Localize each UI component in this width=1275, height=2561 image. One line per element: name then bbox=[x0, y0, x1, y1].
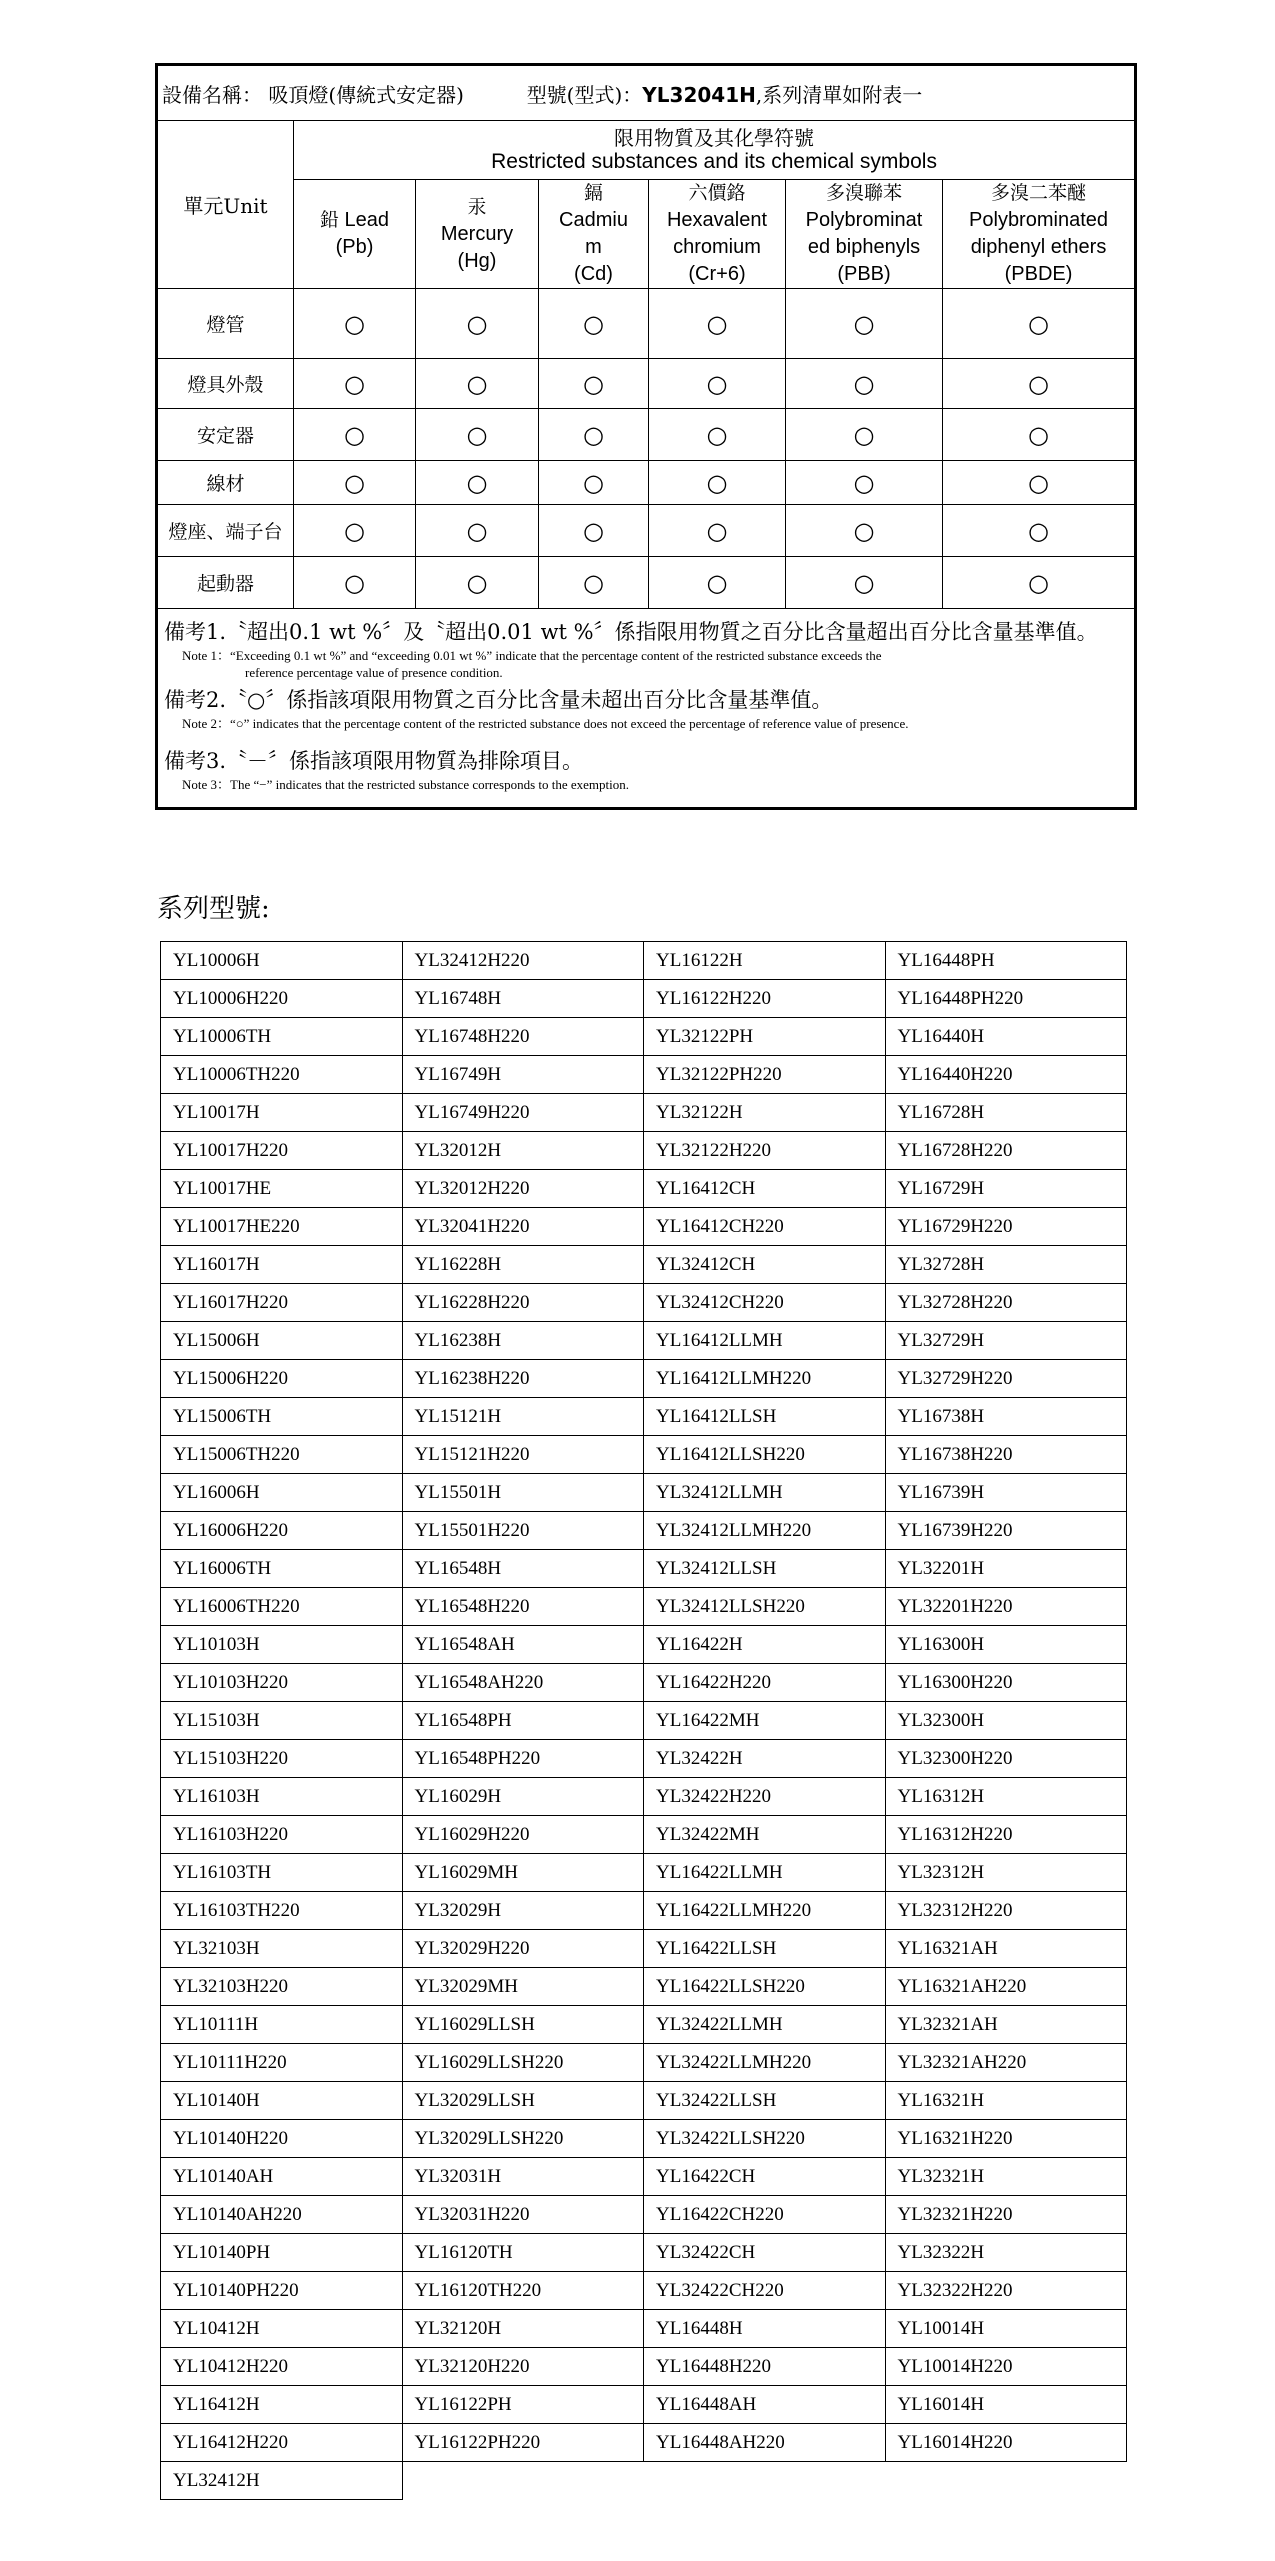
model-cell: YL32103H bbox=[161, 1930, 403, 1968]
rohs-body bbox=[157, 289, 1136, 609]
notes bbox=[157, 609, 1136, 809]
model-cell: YL32412LLMH bbox=[644, 1474, 886, 1512]
model-cell: YL16729H bbox=[885, 1170, 1127, 1208]
model-cell: YL16321AH220 bbox=[885, 1968, 1127, 2006]
model-cell: YL16017H220 bbox=[161, 1284, 403, 1322]
restricted-title-zh: 限用物質及其化學符號 bbox=[614, 126, 815, 150]
series-title: 系列型號: bbox=[157, 894, 270, 924]
model-row bbox=[161, 1436, 1127, 1474]
model-cell: YL10140H bbox=[161, 2082, 403, 2120]
model-cell: YL16749H220 bbox=[402, 1094, 644, 1132]
model-row bbox=[161, 1360, 1127, 1398]
compliance-mark: ○ bbox=[649, 557, 786, 609]
model-cell: YL16412H bbox=[161, 2386, 403, 2424]
model-cell: YL16440H bbox=[885, 1018, 1127, 1056]
device-name-value: 吸頂燈(傳統式安定器) bbox=[268, 82, 464, 107]
model-cell: YL15501H220 bbox=[402, 1512, 644, 1550]
model-row bbox=[161, 1968, 1127, 2006]
model-row bbox=[161, 2348, 1127, 2386]
compliance-mark: ○ bbox=[649, 505, 786, 557]
model-cell: YL15006H bbox=[161, 1322, 403, 1360]
model-cell: YL32103H220 bbox=[161, 1968, 403, 2006]
model-row bbox=[161, 1018, 1127, 1056]
note-1-en: Note 1：“Exceeding 0.1 wt %” and “exceeding 0.01 wt %” indicate that the percentage content of the restricted substance exceeds the reference percentage value of presence condition. bbox=[182, 648, 882, 680]
compliance-mark: ○ bbox=[943, 557, 1136, 609]
compliance-mark: ○ bbox=[649, 289, 786, 359]
compliance-mark: ○ bbox=[786, 461, 943, 505]
model-cell: YL32122PH220 bbox=[644, 1056, 886, 1094]
model-cell: YL10017H bbox=[161, 1094, 403, 1132]
model-cell: YL32422LLSH bbox=[644, 2082, 886, 2120]
substance-header-row bbox=[157, 180, 1136, 289]
model-cell: YL32412CH bbox=[644, 1246, 886, 1284]
model-cell: YL10006TH bbox=[161, 1018, 403, 1056]
model-cell: YL16029MH bbox=[402, 1854, 644, 1892]
model-cell: YL16014H220 bbox=[885, 2424, 1127, 2462]
model-cell: YL32029MH bbox=[402, 1968, 644, 2006]
model-cell: YL16422H220 bbox=[644, 1664, 886, 1702]
compliance-mark: ○ bbox=[416, 557, 539, 609]
model-cell: YL16006TH220 bbox=[161, 1588, 403, 1626]
model-cell: YL16029LLSH220 bbox=[402, 2044, 644, 2082]
model-label: 型號(型式)： bbox=[526, 82, 643, 107]
model-row bbox=[161, 1664, 1127, 1702]
model-cell: YL16103H220 bbox=[161, 1816, 403, 1854]
model-cell: YL10103H220 bbox=[161, 1664, 403, 1702]
model-cell: YL32422LLSH220 bbox=[644, 2120, 886, 2158]
component-name: 起動器 bbox=[157, 557, 294, 609]
model-cell: YL32412H bbox=[161, 2462, 403, 2500]
unit-header: 單元Unit bbox=[157, 121, 294, 289]
model-cell: YL16321H220 bbox=[885, 2120, 1127, 2158]
note-2-zh: 備考2.〝○〞係指該項限用物質之百分比含量未超出百分比含量基準值。 bbox=[164, 688, 833, 712]
compliance-mark: ○ bbox=[416, 359, 539, 409]
model-cell: YL32120H bbox=[402, 2310, 644, 2348]
compliance-mark: ○ bbox=[416, 505, 539, 557]
model-cell: YL16312H bbox=[885, 1778, 1127, 1816]
compliance-mark: ○ bbox=[943, 461, 1136, 505]
model-cell: YL16238H bbox=[402, 1322, 644, 1360]
compliance-mark: ○ bbox=[943, 505, 1136, 557]
model-row bbox=[161, 2006, 1127, 2044]
model-cell: YL15121H220 bbox=[402, 1436, 644, 1474]
model-cell: YL32321H bbox=[885, 2158, 1127, 2196]
model-row bbox=[161, 1474, 1127, 1512]
model-cell: YL16029LLSH bbox=[402, 2006, 644, 2044]
compliance-mark: ○ bbox=[943, 289, 1136, 359]
model-cell: YL16412CH bbox=[644, 1170, 886, 1208]
model-cell: YL16122H220 bbox=[644, 980, 886, 1018]
model-row bbox=[161, 1588, 1127, 1626]
model-cell: YL16738H220 bbox=[885, 1436, 1127, 1474]
model-cell: YL10006H bbox=[161, 942, 403, 980]
model-row bbox=[161, 1740, 1127, 1778]
model-cell: YL15006TH bbox=[161, 1398, 403, 1436]
compliance-mark: ○ bbox=[539, 557, 649, 609]
model-row bbox=[161, 2082, 1127, 2120]
model-row bbox=[161, 1816, 1127, 1854]
model-cell: YL32312H bbox=[885, 1854, 1127, 1892]
model-cell: YL16321AH bbox=[885, 1930, 1127, 1968]
model-row bbox=[161, 2272, 1127, 2310]
model-cell: YL32422CH bbox=[644, 2234, 886, 2272]
model-cell: YL15103H bbox=[161, 1702, 403, 1740]
model-cell: YL16739H220 bbox=[885, 1512, 1127, 1550]
model-cell: YL16122PH220 bbox=[402, 2424, 644, 2462]
model-cell: YL16412LLMH220 bbox=[644, 1360, 886, 1398]
model-cell: YL16440H220 bbox=[885, 1056, 1127, 1094]
rohs-row bbox=[157, 557, 1136, 609]
restricted-substances-header bbox=[294, 121, 1136, 180]
model-cell: YL16412LLSH220 bbox=[644, 1436, 886, 1474]
model-cell: YL16448H220 bbox=[644, 2348, 886, 2386]
model-cell: YL16422LLSH bbox=[644, 1930, 886, 1968]
component-name: 燈管 bbox=[157, 289, 294, 359]
rohs-row bbox=[157, 289, 1136, 359]
model-cell: YL32031H220 bbox=[402, 2196, 644, 2234]
model-cell: YL10140PH bbox=[161, 2234, 403, 2272]
model-cell: YL32422LLMH bbox=[644, 2006, 886, 2044]
model-row bbox=[161, 1892, 1127, 1930]
model-cell: YL15006TH220 bbox=[161, 1436, 403, 1474]
model-cell: YL16548H220 bbox=[402, 1588, 644, 1626]
model-cell: YL32322H bbox=[885, 2234, 1127, 2272]
model-cell: YL16739H bbox=[885, 1474, 1127, 1512]
compliance-mark: ○ bbox=[416, 461, 539, 505]
model-cell: YL16422H bbox=[644, 1626, 886, 1664]
model-cell: YL10140AH bbox=[161, 2158, 403, 2196]
model-cell: YL16422LLMH220 bbox=[644, 1892, 886, 1930]
compliance-mark: ○ bbox=[294, 505, 416, 557]
model-cell: YL16448PH220 bbox=[885, 980, 1127, 1018]
model-row bbox=[161, 1778, 1127, 1816]
compliance-mark: ○ bbox=[416, 409, 539, 461]
model-cell: YL16412H220 bbox=[161, 2424, 403, 2462]
device-name-label: 設備名稱： bbox=[162, 82, 262, 107]
model-row bbox=[161, 2386, 1127, 2424]
model-cell: YL16748H bbox=[402, 980, 644, 1018]
compliance-mark: ○ bbox=[416, 289, 539, 359]
model-cell: YL32412LLSH bbox=[644, 1550, 886, 1588]
model-row bbox=[161, 1854, 1127, 1892]
model-row bbox=[161, 2120, 1127, 2158]
model-cell: YL16548AH220 bbox=[402, 1664, 644, 1702]
model-row bbox=[161, 1094, 1127, 1132]
compliance-mark: ○ bbox=[786, 289, 943, 359]
model-cell: YL16548PH bbox=[402, 1702, 644, 1740]
model-cell bbox=[644, 2462, 886, 2500]
model-cell: YL16006H bbox=[161, 1474, 403, 1512]
model-cell: YL16448H bbox=[644, 2310, 886, 2348]
compliance-mark: ○ bbox=[294, 557, 416, 609]
model-cell: YL32201H bbox=[885, 1550, 1127, 1588]
substance-mercury: 汞 Mercury (Hg) bbox=[416, 180, 539, 289]
model-row bbox=[161, 1512, 1127, 1550]
model-cell: YL16103H bbox=[161, 1778, 403, 1816]
model-cell: YL16412CH220 bbox=[644, 1208, 886, 1246]
compliance-mark: ○ bbox=[649, 359, 786, 409]
substance-pbb: 多溴聯苯 Polybrominat ed biphenyls (PBB) bbox=[786, 180, 943, 289]
compliance-mark: ○ bbox=[294, 461, 416, 505]
note-3-en: Note 3：The “−” indicates that the restricted substance corresponds to the exemption. bbox=[182, 777, 630, 792]
model-cell: YL16448AH220 bbox=[644, 2424, 886, 2462]
model-row bbox=[161, 2310, 1127, 2348]
model-cell: YL10412H220 bbox=[161, 2348, 403, 2386]
model-cell: YL32122PH bbox=[644, 1018, 886, 1056]
model-cell: YL16412LLSH bbox=[644, 1398, 886, 1436]
model-cell: YL16748H220 bbox=[402, 1018, 644, 1056]
compliance-mark: ○ bbox=[943, 359, 1136, 409]
model-row bbox=[161, 1322, 1127, 1360]
model-cell: YL16103TH220 bbox=[161, 1892, 403, 1930]
model-cell: YL16749H bbox=[402, 1056, 644, 1094]
model-cell: YL10006H220 bbox=[161, 980, 403, 1018]
model-cell: YL16029H bbox=[402, 1778, 644, 1816]
model-cell: YL16300H bbox=[885, 1626, 1127, 1664]
model-cell: YL10006TH220 bbox=[161, 1056, 403, 1094]
rohs-table bbox=[155, 63, 1137, 810]
model-cell: YL10017HE bbox=[161, 1170, 403, 1208]
model-cell bbox=[402, 2462, 644, 2500]
model-cell: YL16312H220 bbox=[885, 1816, 1127, 1854]
model-cell: YL16006H220 bbox=[161, 1512, 403, 1550]
model-row bbox=[161, 942, 1127, 980]
rohs-row bbox=[157, 505, 1136, 557]
model-cell: YL32120H220 bbox=[402, 2348, 644, 2386]
model-cell: YL32422MH bbox=[644, 1816, 886, 1854]
model-cell: YL16729H220 bbox=[885, 1208, 1127, 1246]
model-cell: YL10017H220 bbox=[161, 1132, 403, 1170]
model-cell: YL32122H220 bbox=[644, 1132, 886, 1170]
model-cell: YL16422CH bbox=[644, 2158, 886, 2196]
model-cell bbox=[885, 2462, 1127, 2500]
model-cell: YL15103H220 bbox=[161, 1740, 403, 1778]
compliance-mark: ○ bbox=[786, 505, 943, 557]
model-row bbox=[161, 1930, 1127, 1968]
component-name: 燈座、端子台 bbox=[157, 505, 294, 557]
model-cell: YL32321AH220 bbox=[885, 2044, 1127, 2082]
model-cell: YL32728H220 bbox=[885, 1284, 1127, 1322]
compliance-mark: ○ bbox=[786, 557, 943, 609]
model-cell: YL32041H220 bbox=[402, 1208, 644, 1246]
compliance-mark: ○ bbox=[539, 409, 649, 461]
model-cell: YL16548PH220 bbox=[402, 1740, 644, 1778]
model-cell: YL16300H220 bbox=[885, 1664, 1127, 1702]
compliance-mark: ○ bbox=[539, 461, 649, 505]
model-row bbox=[161, 1702, 1127, 1740]
component-name: 安定器 bbox=[157, 409, 294, 461]
series-model-table bbox=[160, 941, 1127, 2500]
model-cell: YL16122H bbox=[644, 942, 886, 980]
model-cell: YL32201H220 bbox=[885, 1588, 1127, 1626]
model-cell: YL32029H bbox=[402, 1892, 644, 1930]
model-row bbox=[161, 2234, 1127, 2272]
model-cell: YL32422H220 bbox=[644, 1778, 886, 1816]
model-cell: YL16412LLMH bbox=[644, 1322, 886, 1360]
model-cell: YL32422H bbox=[644, 1740, 886, 1778]
restricted-title-en: Restricted substances and its chemical symbols bbox=[491, 150, 937, 173]
model-cell: YL16422CH220 bbox=[644, 2196, 886, 2234]
model-cell: YL32031H bbox=[402, 2158, 644, 2196]
compliance-mark: ○ bbox=[943, 409, 1136, 461]
model-cell: YL32728H bbox=[885, 1246, 1127, 1284]
model-row bbox=[161, 1056, 1127, 1094]
model-cell: YL32321AH bbox=[885, 2006, 1127, 2044]
model-cell: YL32029LLSH220 bbox=[402, 2120, 644, 2158]
model-cell: YL16228H220 bbox=[402, 1284, 644, 1322]
compliance-mark: ○ bbox=[294, 359, 416, 409]
model-cell: YL16006TH bbox=[161, 1550, 403, 1588]
model-row bbox=[161, 1398, 1127, 1436]
model-row bbox=[161, 2044, 1127, 2082]
model-row bbox=[161, 1170, 1127, 1208]
model-row bbox=[161, 2462, 1127, 2500]
model-row bbox=[161, 2196, 1127, 2234]
model-cell: YL32122H bbox=[644, 1094, 886, 1132]
compliance-mark: ○ bbox=[539, 359, 649, 409]
model-cell: YL32729H bbox=[885, 1322, 1127, 1360]
model-cell: YL16120TH220 bbox=[402, 2272, 644, 2310]
model-row bbox=[161, 1626, 1127, 1664]
model-cell: YL16029H220 bbox=[402, 1816, 644, 1854]
model-cell: YL32412CH220 bbox=[644, 1284, 886, 1322]
model-row bbox=[161, 1246, 1127, 1284]
model-row bbox=[161, 1284, 1127, 1322]
model-cell: YL10140H220 bbox=[161, 2120, 403, 2158]
model-row bbox=[161, 980, 1127, 1018]
model-row bbox=[161, 1208, 1127, 1246]
model-cell: YL16728H220 bbox=[885, 1132, 1127, 1170]
model-cell: YL32321H220 bbox=[885, 2196, 1127, 2234]
model-cell: YL10111H bbox=[161, 2006, 403, 2044]
model-cell: YL15501H bbox=[402, 1474, 644, 1512]
model-cell: YL32012H220 bbox=[402, 1170, 644, 1208]
model-cell: YL16122PH bbox=[402, 2386, 644, 2424]
model-cell: YL10103H bbox=[161, 1626, 403, 1664]
model-cell: YL16120TH bbox=[402, 2234, 644, 2272]
device-header bbox=[157, 65, 1136, 121]
model-value: YL32041H bbox=[642, 82, 756, 107]
model-cell: YL10017HE220 bbox=[161, 1208, 403, 1246]
compliance-mark: ○ bbox=[294, 289, 416, 359]
model-cell: YL16548H bbox=[402, 1550, 644, 1588]
model-cell: YL32422CH220 bbox=[644, 2272, 886, 2310]
model-cell: YL32729H220 bbox=[885, 1360, 1127, 1398]
model-cell: YL16448AH bbox=[644, 2386, 886, 2424]
substance-lead: 鉛 Lead (Pb) bbox=[294, 180, 416, 289]
model-cell: YL10412H bbox=[161, 2310, 403, 2348]
model-cell: YL32412H220 bbox=[402, 942, 644, 980]
model-cell: YL16448PH bbox=[885, 942, 1127, 980]
model-cell: YL16728H bbox=[885, 1094, 1127, 1132]
model-cell: YL16014H bbox=[885, 2386, 1127, 2424]
model-cell: YL32029H220 bbox=[402, 1930, 644, 1968]
model-cell: YL32412LLMH220 bbox=[644, 1512, 886, 1550]
model-cell: YL16548AH bbox=[402, 1626, 644, 1664]
model-cell: YL10111H220 bbox=[161, 2044, 403, 2082]
substance-pbde: 多溴二苯醚 Polybrominated diphenyl ethers (PBDE) bbox=[943, 180, 1136, 289]
model-cell: YL15121H bbox=[402, 1398, 644, 1436]
compliance-mark: ○ bbox=[539, 289, 649, 359]
note-2-en: Note 2：“○” indicates that the percentage content of the restricted substance does not exceed the percentage of reference value of presence. bbox=[182, 716, 909, 731]
substance-cadmium: 鎘 Cadmiu m (Cd) bbox=[539, 180, 649, 289]
model-suffix: ,系列清單如附表一 bbox=[755, 82, 923, 107]
model-cell: YL16017H bbox=[161, 1246, 403, 1284]
model-cell: YL10014H220 bbox=[885, 2348, 1127, 2386]
compliance-mark: ○ bbox=[294, 409, 416, 461]
model-row bbox=[161, 1132, 1127, 1170]
model-cell: YL16738H bbox=[885, 1398, 1127, 1436]
model-cell: YL32300H bbox=[885, 1702, 1127, 1740]
model-cell: YL16103TH bbox=[161, 1854, 403, 1892]
model-cell: YL32412LLSH220 bbox=[644, 1588, 886, 1626]
rohs-row bbox=[157, 461, 1136, 505]
model-cell: YL32322H220 bbox=[885, 2272, 1127, 2310]
model-cell: YL32012H bbox=[402, 1132, 644, 1170]
model-cell: YL16422LLMH bbox=[644, 1854, 886, 1892]
model-cell: YL32300H220 bbox=[885, 1740, 1127, 1778]
model-cell: YL32312H220 bbox=[885, 1892, 1127, 1930]
model-cell: YL32422LLMH220 bbox=[644, 2044, 886, 2082]
component-name: 線材 bbox=[157, 461, 294, 505]
component-name: 燈具外殼 bbox=[157, 359, 294, 409]
model-cell: YL16321H bbox=[885, 2082, 1127, 2120]
note-3-zh: 備考3.〝－〞係指該項限用物質為排除項目。 bbox=[164, 749, 584, 773]
model-row bbox=[161, 2158, 1127, 2196]
model-cell: YL10014H bbox=[885, 2310, 1127, 2348]
series-model-body bbox=[161, 942, 1127, 2500]
compliance-mark: ○ bbox=[786, 409, 943, 461]
model-row bbox=[161, 1550, 1127, 1588]
model-cell: YL10140AH220 bbox=[161, 2196, 403, 2234]
rohs-row bbox=[157, 409, 1136, 461]
compliance-mark: ○ bbox=[539, 505, 649, 557]
compliance-mark: ○ bbox=[786, 359, 943, 409]
rohs-row bbox=[157, 359, 1136, 409]
compliance-mark: ○ bbox=[649, 409, 786, 461]
substance-hexavalent-chromium: 六價鉻 Hexavalent chromium (Cr+6) bbox=[649, 180, 786, 289]
model-cell: YL32029LLSH bbox=[402, 2082, 644, 2120]
model-cell: YL16422MH bbox=[644, 1702, 886, 1740]
model-row bbox=[161, 2424, 1127, 2462]
model-cell: YL16238H220 bbox=[402, 1360, 644, 1398]
model-cell: YL16228H bbox=[402, 1246, 644, 1284]
note-1-zh: 備考1.〝超出0.1 wt %〞及〝超出0.01 wt %〞係指限用物質之百分比含量超出百分比含量基準值。 bbox=[164, 620, 1098, 644]
compliance-mark: ○ bbox=[649, 461, 786, 505]
model-cell: YL10140PH220 bbox=[161, 2272, 403, 2310]
model-cell: YL16422LLSH220 bbox=[644, 1968, 886, 2006]
model-cell: YL15006H220 bbox=[161, 1360, 403, 1398]
